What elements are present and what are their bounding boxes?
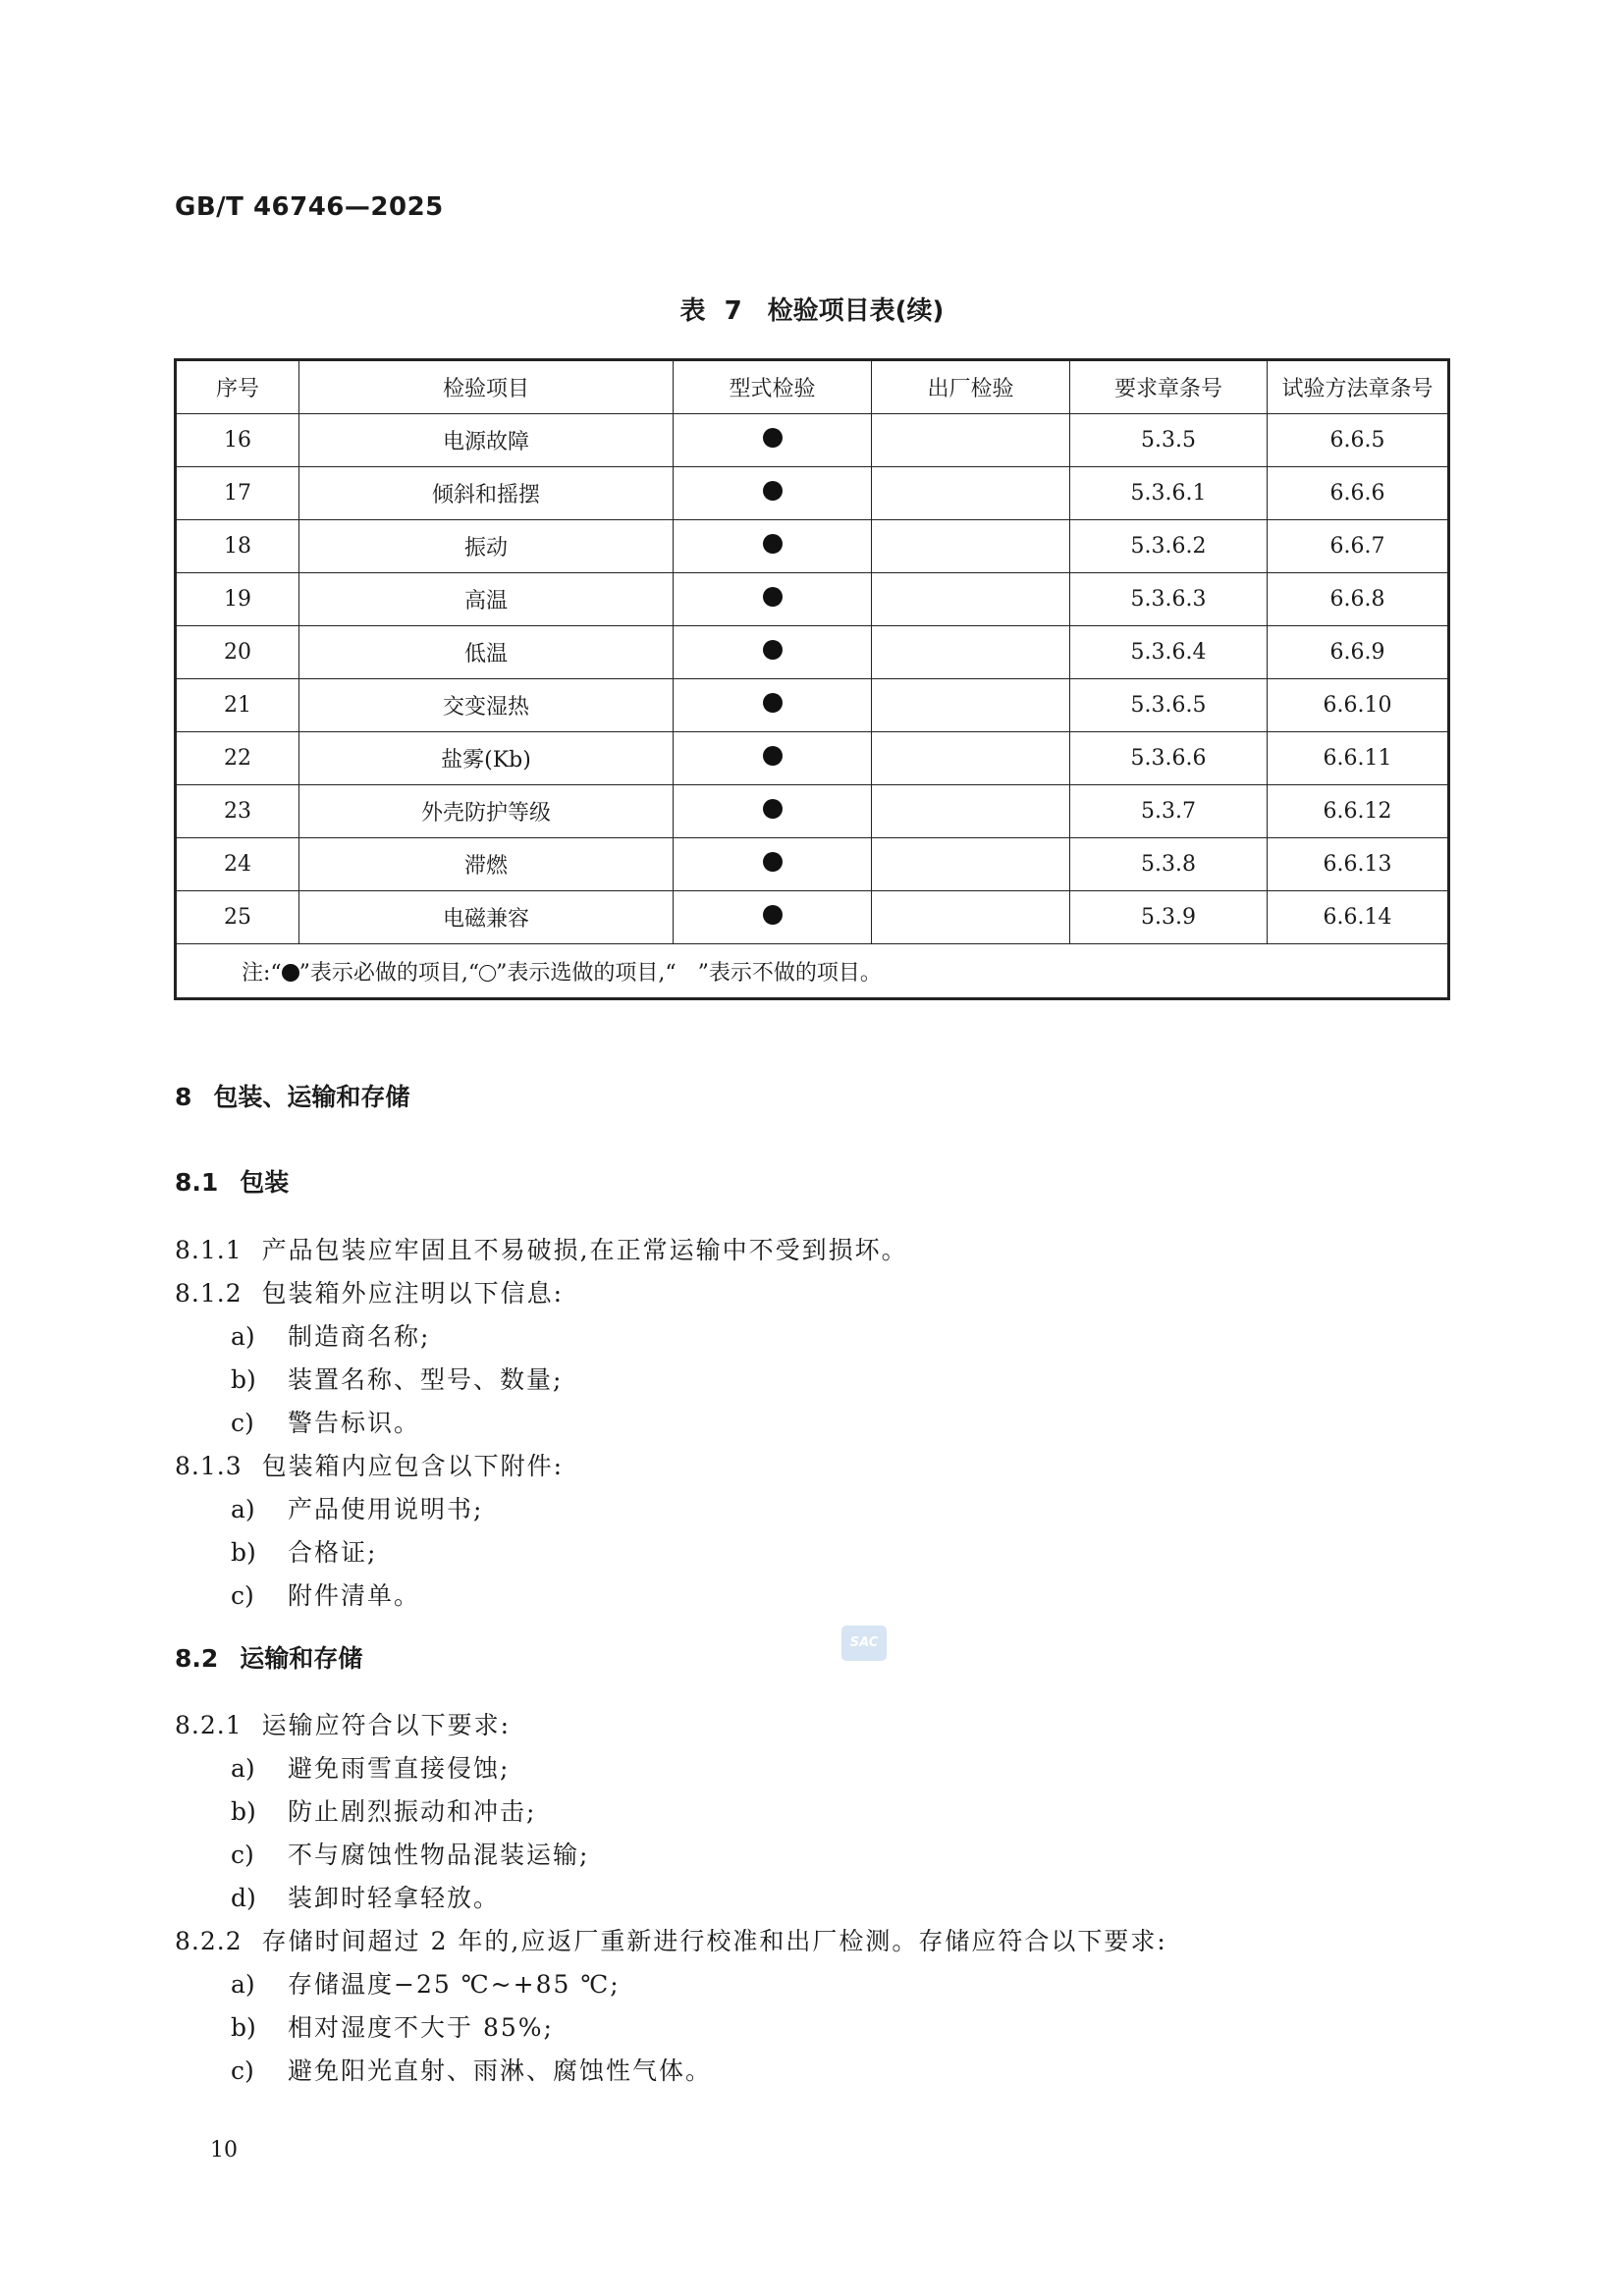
list-item: a) 避免雨雪直接侵蚀; [231,1754,511,1783]
row-item: 外壳防护等级 [299,785,674,838]
list-item: a) 存储温度−25 ℃~+85 ℃; [231,1970,621,1999]
row-type-test [674,520,872,573]
sac-watermark-logo: SAC [841,1626,887,1661]
row-no: 23 [176,785,299,838]
clause-8-1-3: 8.1.3 包装箱内应包含以下附件: [175,1452,565,1480]
row-requirement-clause: 5.3.7 [1070,785,1268,838]
row-method-clause: 6.6.8 [1268,573,1449,626]
filled-dot-icon [763,640,783,660]
filled-dot-icon [763,799,783,819]
list-item: b) 防止剧烈振动和冲击; [231,1797,537,1826]
row-method-clause: 6.6.5 [1268,414,1449,467]
table-row [176,467,1449,520]
row-no: 18 [176,520,299,573]
row-item: 低温 [299,626,674,679]
row-requirement-clause: 5.3.6.5 [1070,679,1268,732]
table-note-row [176,944,1449,999]
row-requirement-clause: 5.3.8 [1070,838,1268,891]
col-header-method-clause: 试验方法章条号 [1268,360,1449,414]
row-item: 电磁兼容 [299,891,674,944]
row-type-test [674,467,872,520]
row-method-clause: 6.6.6 [1268,467,1449,520]
filled-dot-icon [763,693,783,713]
row-factory-test [872,891,1070,944]
row-type-test [674,785,872,838]
note-prefix: 注:“ [242,960,282,986]
filled-dot-icon [763,534,783,554]
row-factory-test [872,573,1070,626]
table-row [176,414,1449,467]
row-no: 20 [176,626,299,679]
list-item: c) 不与腐蚀性物品混装运输; [231,1841,590,1869]
table-note [176,944,1449,999]
filled-dot-icon [763,852,783,872]
row-method-clause: 6.6.11 [1268,732,1449,785]
row-method-clause: 6.6.7 [1268,520,1449,573]
row-requirement-clause: 5.3.6.6 [1070,732,1268,785]
row-type-test [674,838,872,891]
clause-8-2-1: 8.2.1 运输应符合以下要求: [175,1711,512,1739]
row-factory-test [872,838,1070,891]
row-item: 倾斜和摇摆 [299,467,674,520]
row-factory-test [872,520,1070,573]
section-8-1-heading: 8.1 包装 [175,1168,290,1197]
row-type-test [674,891,872,944]
clause-8-1-2: 8.1.2 包装箱外应注明以下信息: [175,1279,565,1308]
row-method-clause: 6.6.12 [1268,785,1449,838]
col-header-type-test: 型式检验 [674,360,872,414]
row-factory-test [872,414,1070,467]
row-no: 16 [176,414,299,467]
row-requirement-clause: 5.3.5 [1070,414,1268,467]
list-item: b) 相对湿度不大于 85%; [231,2013,554,2042]
clause-8-2-2: 8.2.2 存储时间超过 2 年的,应返厂重新进行校准和出厂检测。存储应符合以下要求: [175,1927,1167,1955]
row-type-test [674,679,872,732]
row-item: 高温 [299,573,674,626]
table-row [176,891,1449,944]
standard-code: GB/T 46746—2025 [175,192,444,222]
table-row [176,520,1449,573]
row-no: 22 [176,732,299,785]
row-method-clause: 6.6.14 [1268,891,1449,944]
filled-dot-icon [763,905,783,925]
row-type-test [674,732,872,785]
filled-dot-icon [763,428,783,448]
col-header-no: 序号 [176,360,299,414]
inspection-items-table [174,358,1450,1000]
row-item: 滞燃 [299,838,674,891]
col-header-factory-test: 出厂检验 [872,360,1070,414]
row-requirement-clause: 5.3.6.1 [1070,467,1268,520]
note-part2: ”表示选做的项目,“ ”表示不做的项目。 [496,960,882,986]
row-item: 振动 [299,520,674,573]
filled-dot-icon [763,481,783,501]
row-requirement-clause: 5.3.6.3 [1070,573,1268,626]
hollow-circle-icon [479,965,496,982]
table-caption: 表 7 检验项目表(续) [679,296,945,326]
row-item: 盐雾(Kb) [299,732,674,785]
row-no: 21 [176,679,299,732]
list-item: a) 制造商名称; [231,1322,431,1351]
row-method-clause: 6.6.10 [1268,679,1449,732]
row-factory-test [872,679,1070,732]
table-row [176,573,1449,626]
filled-dot-icon [763,746,783,766]
note-part1: ”表示必做的项目,“ [298,960,480,986]
row-item: 交变湿热 [299,679,674,732]
table-row [176,838,1449,891]
list-item: c) 警告标识。 [231,1409,421,1437]
row-item: 电源故障 [299,414,674,467]
row-type-test [674,573,872,626]
filled-dot-icon [763,587,783,607]
col-header-item: 检验项目 [299,360,674,414]
table-header-row [176,360,1449,414]
row-no: 19 [176,573,299,626]
row-no: 24 [176,838,299,891]
page-number: 10 [210,2138,238,2163]
section-8-2-heading: 8.2 运输和存储 [175,1644,363,1673]
table-row [176,732,1449,785]
section-8-heading: 8 包装、运输和存储 [175,1083,410,1111]
row-no: 17 [176,467,299,520]
row-method-clause: 6.6.13 [1268,838,1449,891]
filled-dot-icon [282,964,299,982]
row-factory-test [872,626,1070,679]
row-factory-test [872,467,1070,520]
row-requirement-clause: 5.3.6.4 [1070,626,1268,679]
row-factory-test [872,732,1070,785]
list-item: a) 产品使用说明书; [231,1495,484,1523]
row-requirement-clause: 5.3.6.2 [1070,520,1268,573]
row-type-test [674,626,872,679]
col-header-requirement-clause: 要求章条号 [1070,360,1268,414]
clause-8-1-1: 8.1.1 产品包装应牢固且不易破损,在正常运输中不受到损坏。 [175,1236,908,1264]
list-item: c) 避免阳光直射、雨淋、腐蚀性气体。 [231,2056,713,2085]
list-item: b) 合格证; [231,1538,378,1567]
list-item: b) 装置名称、型号、数量; [231,1365,564,1394]
table-row [176,679,1449,732]
list-item: c) 附件清单。 [231,1581,421,1610]
row-requirement-clause: 5.3.9 [1070,891,1268,944]
row-factory-test [872,785,1070,838]
row-method-clause: 6.6.9 [1268,626,1449,679]
row-no: 25 [176,891,299,944]
table-row [176,626,1449,679]
table-row [176,785,1449,838]
list-item: d) 装卸时轻拿轻放。 [231,1884,501,1912]
row-type-test [674,414,872,467]
